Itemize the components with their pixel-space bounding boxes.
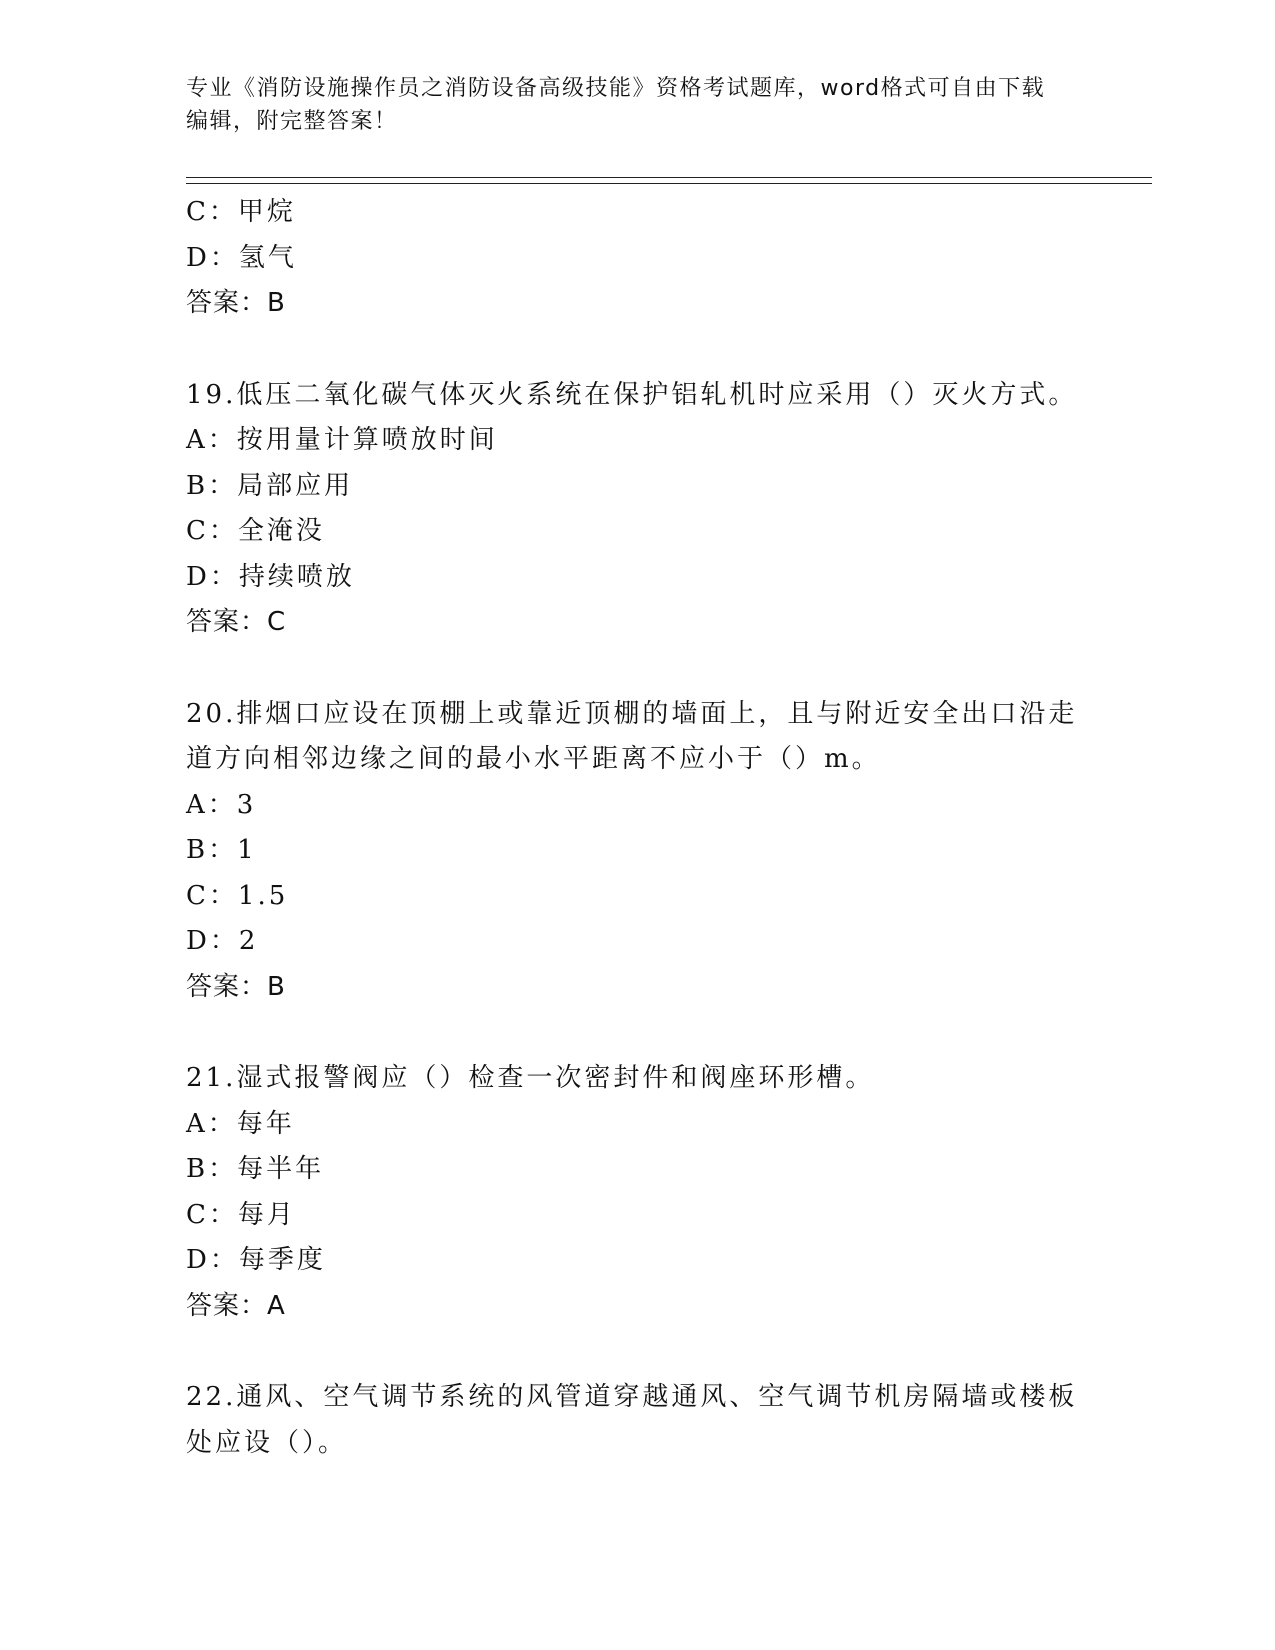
question-block-19 [186, 373, 1086, 646]
option-a: A：3 [186, 789, 257, 820]
question-stem-line-1: 22.通风、空气调节系统的风管道穿越通风、空气调节机房隔墙或楼板 [186, 1382, 1078, 1412]
header-divider-bottom [186, 183, 1152, 184]
question-list [186, 190, 1086, 1466]
answer-line: 答案：C [186, 607, 287, 637]
option-a: A：每年 [186, 1108, 295, 1139]
question-block-22 [186, 1375, 1086, 1466]
option-d: D：2 [186, 926, 259, 956]
header-title: 专业《消防设施操作员之消防设备高级技能》资格考试题库，word格式可自由下载编辑，附完整答案！ [186, 76, 1046, 134]
option-b: B：每半年 [186, 1154, 325, 1184]
option-c: C：全淹没 [186, 516, 325, 546]
question-stem-line-2: 处应设（）。 [186, 1427, 348, 1458]
document-header [186, 72, 1066, 138]
question-block-20 [186, 692, 1086, 1011]
option-c: C：甲烷 [186, 197, 296, 227]
header-divider-top [186, 177, 1152, 178]
question-stem: 19.低压二氧化碳气体灭火系统在保护铝轧机时应采用（）灭火方式。 [186, 379, 1078, 410]
question-block-continued [186, 190, 1086, 327]
option-d: D：每季度 [186, 1245, 326, 1275]
option-b: B：局部应用 [186, 470, 354, 501]
answer-line: 答案：B [186, 288, 286, 318]
option-b: B：1 [186, 835, 257, 865]
question-stem-line-1: 20.排烟口应设在顶棚上或靠近顶棚的墙面上，且与附近安全出口沿走 [186, 698, 1078, 729]
question-stem-line-2: 道方向相邻边缘之间的最小水平距离不应小于（）m。 [186, 744, 881, 774]
option-d: D：氢气 [186, 242, 297, 273]
option-c: C：每月 [186, 1199, 296, 1230]
answer-line: 答案：A [186, 1290, 286, 1321]
option-a: A：按用量计算喷放时间 [186, 425, 498, 455]
option-d: D：持续喷放 [186, 561, 355, 592]
answer-line: 答案：B [186, 971, 286, 1002]
option-c: C：1.5 [186, 880, 289, 911]
question-stem: 21.湿式报警阀应（）检查一次密封件和阀座环形槽。 [186, 1063, 875, 1093]
question-block-21 [186, 1056, 1086, 1329]
